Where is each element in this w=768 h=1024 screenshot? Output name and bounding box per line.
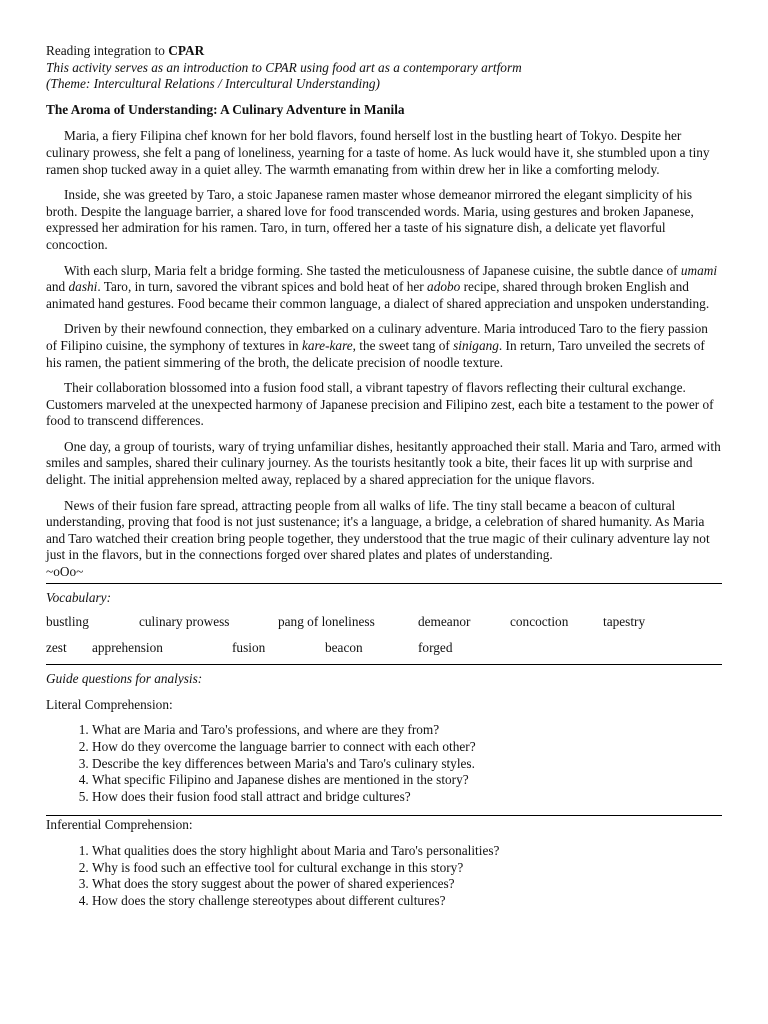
p4-text-a: Driven by their newfound connection, they embarked on a culinary adventure. Maria introduced Taro to the fiery passion of Filipino cuisine, the symphony of textures in — [46, 321, 708, 353]
p3-text-d: recipe, shared through broken English and animated hand gestures. Food became their common language, a dialect of shared appreciation and unspoken understanding. — [46, 279, 710, 311]
question-item: 3. What does the story suggest about the power of shared experiences? — [92, 876, 722, 893]
vocab-word: demeanor — [418, 614, 471, 630]
story-paragraph-3 — [46, 263, 722, 313]
vocab-word: zest — [46, 640, 67, 656]
divider — [46, 815, 722, 816]
question-item: 1. What qualities does the story highlight about Maria and Taro's personalities? — [92, 843, 722, 860]
vocab-word: bustling — [46, 614, 89, 630]
header-subject: CPAR — [168, 43, 205, 58]
story-paragraph-5: Their collaboration blossomed into a fusion food stall, a vibrant tapestry of flavors reflecting their cultural exchange. Customers marveled at the unexpected harmony of Japanese precision and Filipino zest, each bite a testament to the power of food to transcend differences. — [46, 380, 714, 429]
question-item: 5. How does their fusion food stall attract and bridge cultures? — [92, 789, 722, 806]
term-kare-kare: kare-kare — [301, 337, 353, 353]
divider — [46, 583, 722, 584]
vocabulary-row-2 — [46, 632, 722, 658]
header-prefix: Reading integration to — [46, 43, 169, 58]
term-adobo: adobo — [427, 279, 461, 295]
header-line — [46, 43, 722, 60]
activity-theme: (Theme: Intercultural Relations / Intercultural Understanding) — [46, 76, 380, 92]
p4-text-c: . In return, Taro unveiled the secrets of his ramen, the patient simmering of the broth, the delicate precision of noodle texture. — [46, 337, 705, 370]
literal-comprehension-label: Literal Comprehension: — [46, 696, 173, 712]
term-dashi: dashi — [68, 279, 98, 295]
p3-text-b: and — [46, 279, 69, 295]
guide-questions-label: Guide questions for analysis: — [46, 671, 203, 687]
question-item: 3. Describe the key differences between Maria's and Taro's culinary styles. — [92, 756, 722, 773]
question-item: 1. What are Maria and Taro's professions, and where are they from? — [92, 722, 722, 739]
p3-text-a: With each slurp, Maria felt a bridge forming. She tasted the meticulousness of Japanese cuisine, the subtle dance of — [64, 262, 681, 278]
story-title: The Aroma of Understanding: A Culinary Adventure in Manila — [46, 101, 405, 117]
vocab-word: concoction — [510, 614, 569, 630]
divider — [46, 664, 722, 665]
term-umami: umami — [680, 262, 718, 278]
question-item: 4. What specific Filipino and Japanese dishes are mentioned in the story? — [92, 772, 722, 789]
story-paragraph-1: Maria, a fiery Filipina chef known for her bold flavors, found herself lost in the bustling heart of Tokyo. Despite her culinary prowess, she felt a pang of loneliness, yearning for a taste of home. As luck would have it, she stumbled upon a tiny ramen shop tucked away in a quiet alley. The warmth emanating from within drew her in like a comforting melody. — [46, 128, 710, 177]
term-sinigang: sinigang — [453, 337, 499, 353]
story-paragraph-7: News of their fusion fare spread, attracting people from all walks of life. The tiny stall became a beacon of cultural understanding, proving that food is not just sustenance; it's a language, a bridge, a celebration of shared humanity. As Maria and Taro watched their creation bring people together, they understood that the true magic of their culinary adventure lay not just in the flavors, but in the connections forged over shared plates and plates of understanding. — [46, 497, 710, 563]
vocabulary-row-1 — [46, 606, 722, 632]
vocab-word: beacon — [325, 640, 363, 656]
vocab-word: fusion — [232, 640, 266, 656]
question-item: 2. Why is food such an effective tool for cultural exchange in this story? — [92, 860, 722, 877]
vocab-word: forged — [418, 640, 453, 656]
inferential-comprehension-label: Inferential Comprehension: — [46, 817, 193, 833]
inferential-questions-list — [46, 843, 722, 909]
vocabulary-label: Vocabulary: — [46, 589, 111, 605]
p4-text-b: , the sweet tang of — [352, 337, 454, 353]
question-item: 4. How does the story challenge stereotypes about different cultures? — [92, 893, 722, 910]
literal-questions-list — [46, 722, 722, 805]
story-paragraph-4 — [46, 321, 722, 371]
activity-description: This activity serves as an introduction to CPAR using food art as a contemporary artform — [46, 59, 522, 75]
vocab-word: culinary prowess — [139, 614, 230, 630]
story-paragraph-2: Inside, she was greeted by Taro, a stoic Japanese ramen master whose demeanor mirrored the elegant simplicity of his broth. Despite the language barrier, a shared love for food transcended words. Maria, using gestures and broken Japanese, expressed her admiration for his ramen. Taro, in turn, offered her a taste of his signature dish, a delicate yet flavorful concoction. — [46, 187, 694, 252]
end-mark: ~oOo~ — [46, 564, 84, 580]
p3-text-c: . Taro, in turn, savored the vibrant spices and bold heat of her — [97, 279, 428, 295]
vocab-word: apprehension — [92, 640, 163, 656]
vocab-word: tapestry — [603, 614, 646, 630]
question-item: 2. How do they overcome the language barrier to connect with each other? — [92, 739, 722, 756]
story-paragraph-6: One day, a group of tourists, wary of trying unfamiliar dishes, hesitantly approached their stall. Maria and Taro, armed with smiles and samples, shared their culinary journey. As the tourists hesitantly took a bite, their faces lit up with surprise and delight. The initial apprehension melted away, replaced by a shared appreciation for the unique flavors. — [46, 438, 721, 488]
vocab-word: pang of loneliness — [278, 614, 375, 630]
